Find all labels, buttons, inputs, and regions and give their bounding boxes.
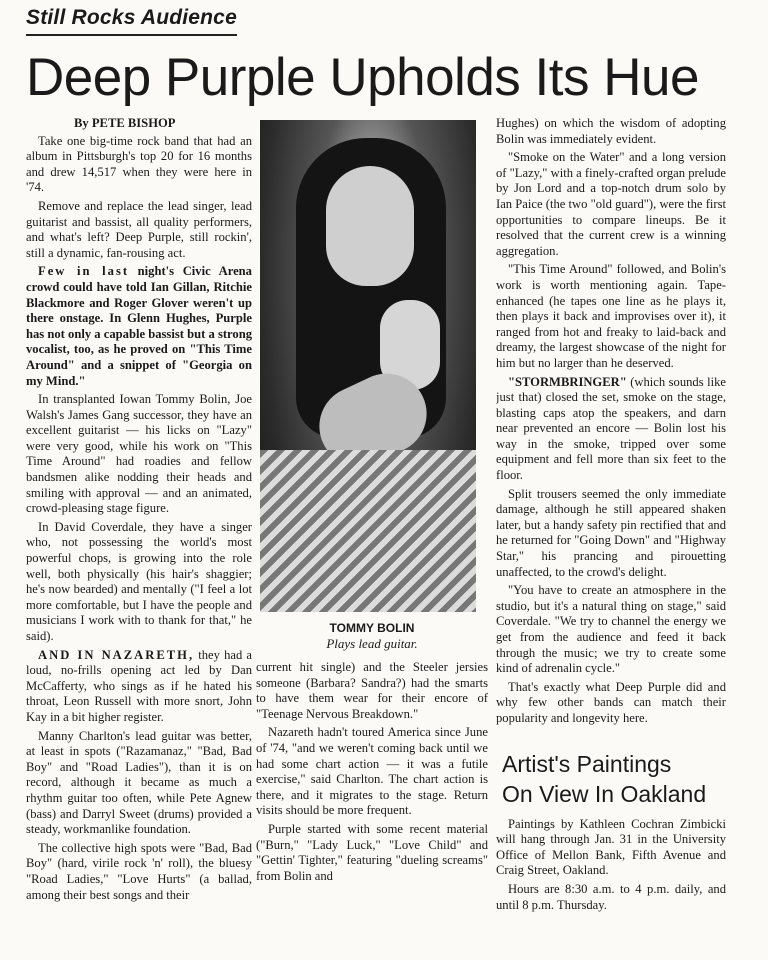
paragraph (496, 375, 726, 484)
paragraph: current hit single) and the Steeler jersies someone (Barbara? Sandra?) had the smarts to have them wear for their encore of "Teenage Nervous Breakdown." (256, 660, 488, 721)
sidebar-headline (502, 749, 726, 809)
photo-face (326, 166, 414, 286)
paragraph-rest: they had a loud, no-frills opening act led by Dan McCafferty, who sings as if he hated his throat, Leon Russell with more snort, John Kay in a bit higher register. (26, 647, 252, 724)
caption-subtitle: Plays lead guitar. (326, 636, 418, 651)
paragraph-lead: AND IN NAZARETH, (38, 647, 195, 662)
paragraph: The collective high spots were "Bad, Bad Boy" (hard, virile rock 'n' roll), the bluesy "Road Ladies," "Love Hurts" (a ballad, among their best songs and their (26, 840, 252, 902)
caption-name: TOMMY BOLIN (329, 621, 415, 635)
paragraph-rest: (which sounds like just that) closed the set, smoke on the stage, blasting caps atop the speakers, and darn near prevented an encore — Bolin lost his way in the smoke, tripped over some equipment and fell more than six feet to the floor. (496, 374, 726, 483)
kicker: Still Rocks Audience (26, 6, 237, 36)
paragraph-rest: night's Civic Arena crowd could have told Ian Gillan, Ritchie Blackmore and Roger Glover weren't up there onstage. In Glenn Hughes, Purple has not only a capable bassist but a strong vocalist, too, as he proved on "This Time Around" and a snippet of "Georgia on my Mind." (26, 264, 252, 388)
sidebar-paragraph: Paintings by Kathleen Cochran Zimbicki will hang through Jan. 31 in the University Office of Mellon Bank, Fifth Avenue and Craig Street, Oakland. (496, 816, 726, 878)
paragraph: Nazareth hadn't toured America since June of '74, "and we weren't coming back until we had some chart action — it was a futile exercise," said Charlton. The chart action is there, and it migrates to the stage. Return visits should be more frequent. (256, 725, 488, 818)
paragraph (26, 264, 252, 389)
paragraph: Purple started with some recent material ("Burn," "Lady Luck," "Love Child" and "Gettin' Tighter," featuring "dueling screams" from Bolin and (256, 821, 488, 883)
paragraph: "Smoke on the Water" and a long version of "Lazy," with a finely-crafted organ prelude by Jon Lord and a top-notch drum solo by Ian Paice (the two "old guard"), were the first opportunities to compare lineups. Be it resolved that the current crew is a winning aggregation. (496, 150, 726, 258)
byline: By PETE BISHOP (74, 116, 176, 130)
paragraph: Manny Charlton's lead guitar was better, at least in spots ("Razamanaz," "Bad, Bad Boy" and "Road Ladies"), than it is on record, although it became as much a rhythm guitar too often, while Pete Agnew (bass) and Darryl Sweet (drums) provided a steady, workmanlike foundation. (26, 728, 252, 837)
sidebar-paragraph: Hours are 8:30 a.m. to 4 p.m. daily, and until 8 p.m. Thursday. (496, 881, 726, 912)
photo-shirt (260, 450, 476, 612)
photo-caption (256, 620, 488, 652)
sidebar-headline-line-1: Artist's Paintings (502, 750, 672, 777)
photo-tommy-bolin (260, 120, 476, 612)
paragraph (26, 648, 252, 726)
article-column-2 (256, 660, 488, 920)
paragraph: "This Time Around" followed, and Bolin's work is worth mentioning again. Tape-enhanced (he tapes one line as he plays it, then plays it back and improvises over it), it ranged from hot and freaky to laid-back and dreamy, the largest showcase of the night for him but no larger than he deserved. (496, 262, 726, 370)
paragraph: Split trousers seemed the only immediate damage, although he still appeared shaken later, but a handy safety pin rectified that and he returned for "Going Down" and "Highway Star," his prancing and pirouetting unaffected, to the crowd's delight. (496, 486, 726, 579)
paragraph: "You have to create an atmosphere in the studio, but it's a natural thing on stage," said Coverdale. "We try to channel the energy we get from the audience and feed it back through the music; we try to create some kind of adrenalin cycle." (496, 583, 726, 676)
article-column-1 (26, 116, 252, 946)
paragraph-lead: Few in last (38, 264, 130, 279)
paragraph: Remove and replace the lead singer, lead guitarist and bassist, all quality performers, and what's left? Deep Purple, still rockin', still a dynamic, fan-rousing act. (26, 198, 252, 260)
paragraph: That's exactly what Deep Purple did and why few other bands can match their popularity and longevity here. (496, 679, 726, 725)
paragraph-lead: "STORMBRINGER" (508, 374, 627, 389)
paragraph: In transplanted Iowan Tommy Bolin, Joe Walsh's James Gang successor, they have an excellent guitarist — his licks on "Lazy" were very good, while his work on "This Time Around" had roadies and fellow bandsmen alike nodding their heads and smiling with approval — and an animated, crowd-pleasing stage figure. (26, 392, 252, 516)
paragraph: Take one big-time rock band that had an album in Pittsburgh's top 20 for 16 months and drew 14,517 when they were here in '74. (26, 133, 252, 195)
paragraph: In David Coverdale, they have a singer who, not possessing the world's most powerful chops, is growing into the role well, both physically (his hair's shaggier; he's now bearded) and mentally ("I feel a lot more comfortable, but I have the people and musicians I work with to thank for that," he said). (26, 519, 252, 643)
sidebar-headline-line-2: On View In Oakland (502, 780, 707, 807)
article-column-3 (496, 116, 726, 936)
paragraph: Hughes) on which the wisdom of adopting Bolin was immediately evident. (496, 116, 726, 146)
headline: Deep Purple Upholds Its Hue (26, 48, 699, 107)
